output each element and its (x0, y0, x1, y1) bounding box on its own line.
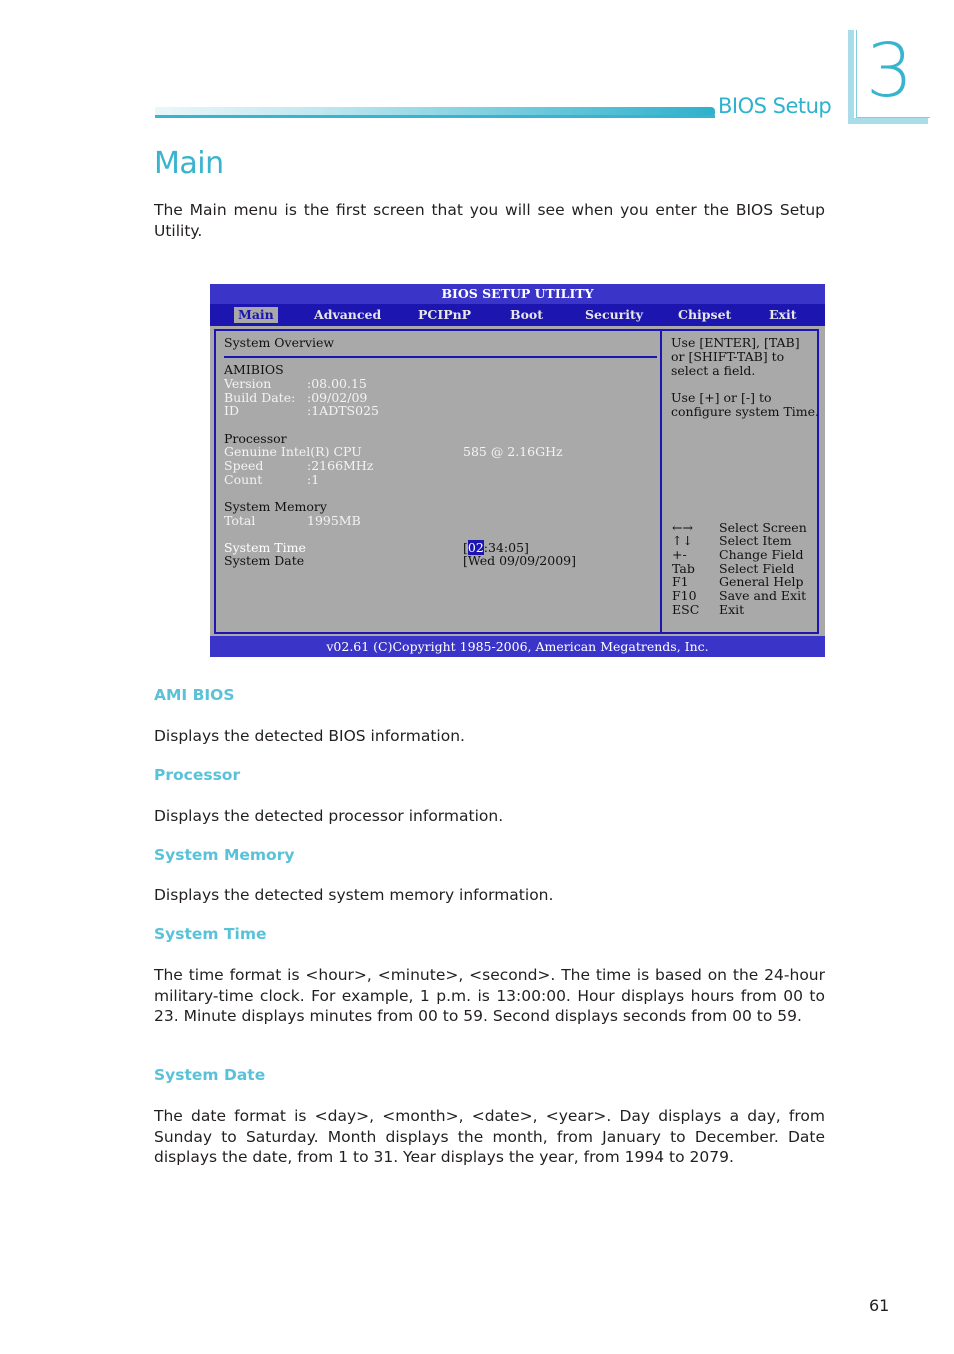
system-date-label[interactable]: System Date (224, 553, 305, 568)
overview-underline (224, 356, 657, 358)
system-memory-text: Displays the detected system memory information. (154, 886, 554, 904)
cpu-label: Genuine Intel(R) CPU (224, 444, 362, 459)
build-date-label: Build Date: (224, 390, 296, 405)
help-line-3: select a field. (671, 363, 756, 378)
key-desc-change-field: Change Field (719, 547, 804, 562)
time-hour-field[interactable]: 02 (467, 540, 484, 555)
help-line-2: or [SHIFT-TAB] to (671, 349, 785, 364)
bios-tab-chipset[interactable]: Chipset (678, 307, 732, 322)
key-desc-select-field: Select Field (719, 561, 795, 576)
time-open-bracket: [ (463, 540, 468, 555)
key-f1: F1 (672, 574, 689, 589)
system-time-subheading: System Time (154, 925, 267, 943)
bios-screen (210, 284, 825, 657)
system-memory-subheading: System Memory (154, 846, 295, 864)
bios-tab-main[interactable]: Main (234, 307, 278, 323)
key-tab: Tab (672, 561, 695, 576)
help-line-1: Use [ENTER], [TAB] (671, 335, 800, 350)
processor-heading: Processor (224, 431, 287, 446)
version-label: Version (224, 376, 272, 391)
bios-tab-pcipnp[interactable]: PCIPnP (418, 307, 472, 322)
system-overview-heading: System Overview (224, 335, 335, 350)
key-desc-save-exit: Save and Exit (719, 588, 807, 603)
count-value: :1 (307, 472, 320, 487)
key-plus-minus: +- (672, 547, 687, 562)
key-f10: F10 (672, 588, 697, 603)
key-desc-general-help: General Help (719, 574, 804, 589)
key-desc-exit: Exit (719, 602, 745, 617)
bios-tab-exit[interactable]: Exit (769, 307, 797, 322)
key-arrows-ud: ↑↓ (672, 533, 693, 548)
version-value: :08.00.15 (307, 376, 367, 391)
system-memory-heading: System Memory (224, 499, 327, 514)
cpu-value: 585 @ 2.16GHz (463, 444, 563, 459)
help-line-5: configure system Time. (671, 404, 820, 419)
running-header: BIOS Setup (718, 94, 832, 118)
ami-bios-heading: AMI BIOS (154, 686, 235, 704)
bios-tab-security[interactable]: Security (585, 307, 644, 322)
time-rest: :34:05] (483, 540, 529, 555)
bios-tab-advanced[interactable]: Advanced (314, 307, 382, 322)
speed-value: :2166MHz (307, 458, 374, 473)
count-label: Count (224, 472, 263, 487)
amibios-heading: AMIBIOS (224, 362, 284, 377)
total-label: Total (224, 513, 256, 528)
bios-menu-bar (210, 304, 825, 326)
chapter-number: 3 (866, 28, 914, 114)
system-time-text: The time format is <hour>, <minute>, <second>. The time is based on the 24-hour military-time clock. For example, 1 p.m. is 13:00:00. Hour displays hours from 00 to 23. Minute displays minutes from 00 to 59. Second displays seconds from 00 to 59. (154, 966, 825, 1025)
page-number: 61 (869, 1296, 890, 1315)
bios-panel-divider (660, 329, 662, 634)
processor-text: Displays the detected processor information. (154, 807, 504, 825)
id-label: ID (224, 403, 239, 418)
processor-subheading: Processor (154, 766, 241, 784)
intro-paragraph: The Main menu is the first screen that you will see when you enter the BIOS Setup Utility. (154, 201, 825, 240)
bios-tab-boot[interactable]: Boot (510, 307, 544, 322)
ami-bios-text: Displays the detected BIOS information. (154, 727, 465, 745)
header-rule (155, 115, 715, 118)
system-date-field[interactable]: [Wed 09/09/2009] (463, 553, 577, 568)
key-esc: ESC (672, 602, 700, 617)
key-desc-select-item: Select Item (719, 533, 792, 548)
help-line-4: Use [+] or [-] to (671, 390, 772, 405)
key-desc-select-screen: Select Screen (719, 520, 807, 535)
total-value: 1995MB (307, 513, 361, 528)
speed-label: Speed (224, 458, 264, 473)
bios-title-bar: BIOS SETUP UTILITY (210, 284, 825, 304)
bios-copyright-footer: v02.61 (C)Copyright 1985-2006, American Megatrends, Inc. (210, 636, 825, 657)
key-arrows-lr: ←→ (672, 520, 693, 535)
system-date-text: The date format is <day>, <month>, <date>, <year>. Day displays a day, from Sunday to Saturday. Month displays the month, from January to December. Date displays the date, from 1 to 31. Year displays the year, from 1994 to 2079. (154, 1107, 825, 1166)
section-title: Main (154, 146, 224, 181)
build-date-value: :09/02/09 (307, 390, 368, 405)
id-value: :1ADTS025 (307, 403, 379, 418)
system-date-subheading: System Date (154, 1066, 266, 1084)
system-time-label[interactable]: System Time (224, 540, 306, 555)
